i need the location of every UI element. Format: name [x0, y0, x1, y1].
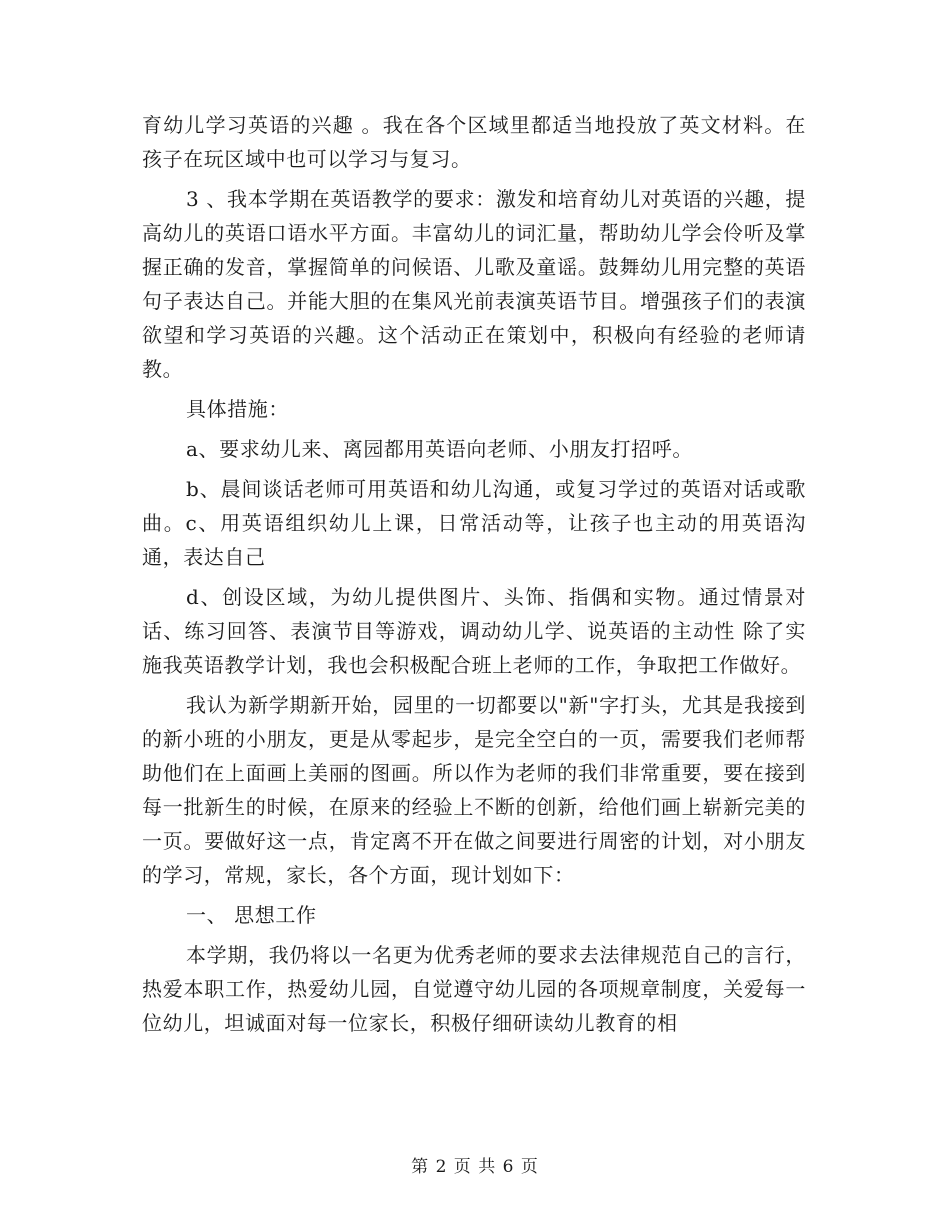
paragraph-4: a、要求幼儿来、离园都用英语向老师、小朋友打招呼。 [186, 437, 693, 461]
document-body [142, 108, 806, 1046]
paragraph-2: 3 、我本学期在英语教学的要求：激发和培育幼儿对英语的兴趣，提高幼儿的英语口语水平方面。丰富幼儿的词汇量，帮助幼儿学会伶听及掌握正确的发音，掌握简单的问候语、儿歌及童谣。鼓舞幼儿用完整的英语句子表达自己。并能大胆的在集风光前表演英语节目。增强孩子们的表演欲望和学习英语的兴趣。这个活动正在策划中，积极向有经验的老师请教。 [142, 187, 806, 381]
paragraph-1: 育幼儿学习英语的兴趣 。我在各个区域里都适当地投放了英文材料。在孩子在玩区域中也可以学习与复习。 [142, 113, 806, 171]
page-number-footer: 第 2 页 共 6 页 [411, 1157, 539, 1177]
paragraph-9: 本学期，我仍将以一名更为优秀老师的要求去法律规范自己的言行，热爱本职工作，热爱幼儿园，自觉遵守幼儿园的各项规章制度，关爱每一位幼儿，坦诚面对每一位家长，积极仔细研读幼儿教育的相 [142, 943, 806, 1035]
paragraph-7: 我认为新学期新开始，园里的一切都要以"新"字打头，尤其是我接到的新小班的小朋友，更是从零起步，是完全空白的一页，需要我们老师帮助他们在上面画上美丽的图画。所以作为老师的我们非常重要，要在接到每一批新生的时候，在原来的经验上不断的创新，给他们画上崭新完美的一页。要做好这一点，肯定离不开在做之间要进行周密的计划，对小朋友的学习，常规，家长，各个方面，现计划如下： [142, 693, 806, 887]
section-heading: 一、 思想工作 [186, 903, 317, 927]
paragraph-3: 具体措施： [186, 397, 289, 421]
paragraph-6: d、创设区域，为幼儿提供图片、头饰、指偶和实物。通过情景对话、练习回答、表演节目等游戏，调动幼儿学、说英语的主动性 除了实施我英语教学计划，我也会积极配合班上老师的工作，争取把工作做好。 [142, 585, 806, 677]
paragraph-5: b、晨间谈话老师可用英语和幼儿沟通，或复习学过的英语对话或歌曲。c、用英语组织幼儿上课，日常活动等，让孩子也主动的用英语沟通，表达自己 [142, 477, 806, 569]
